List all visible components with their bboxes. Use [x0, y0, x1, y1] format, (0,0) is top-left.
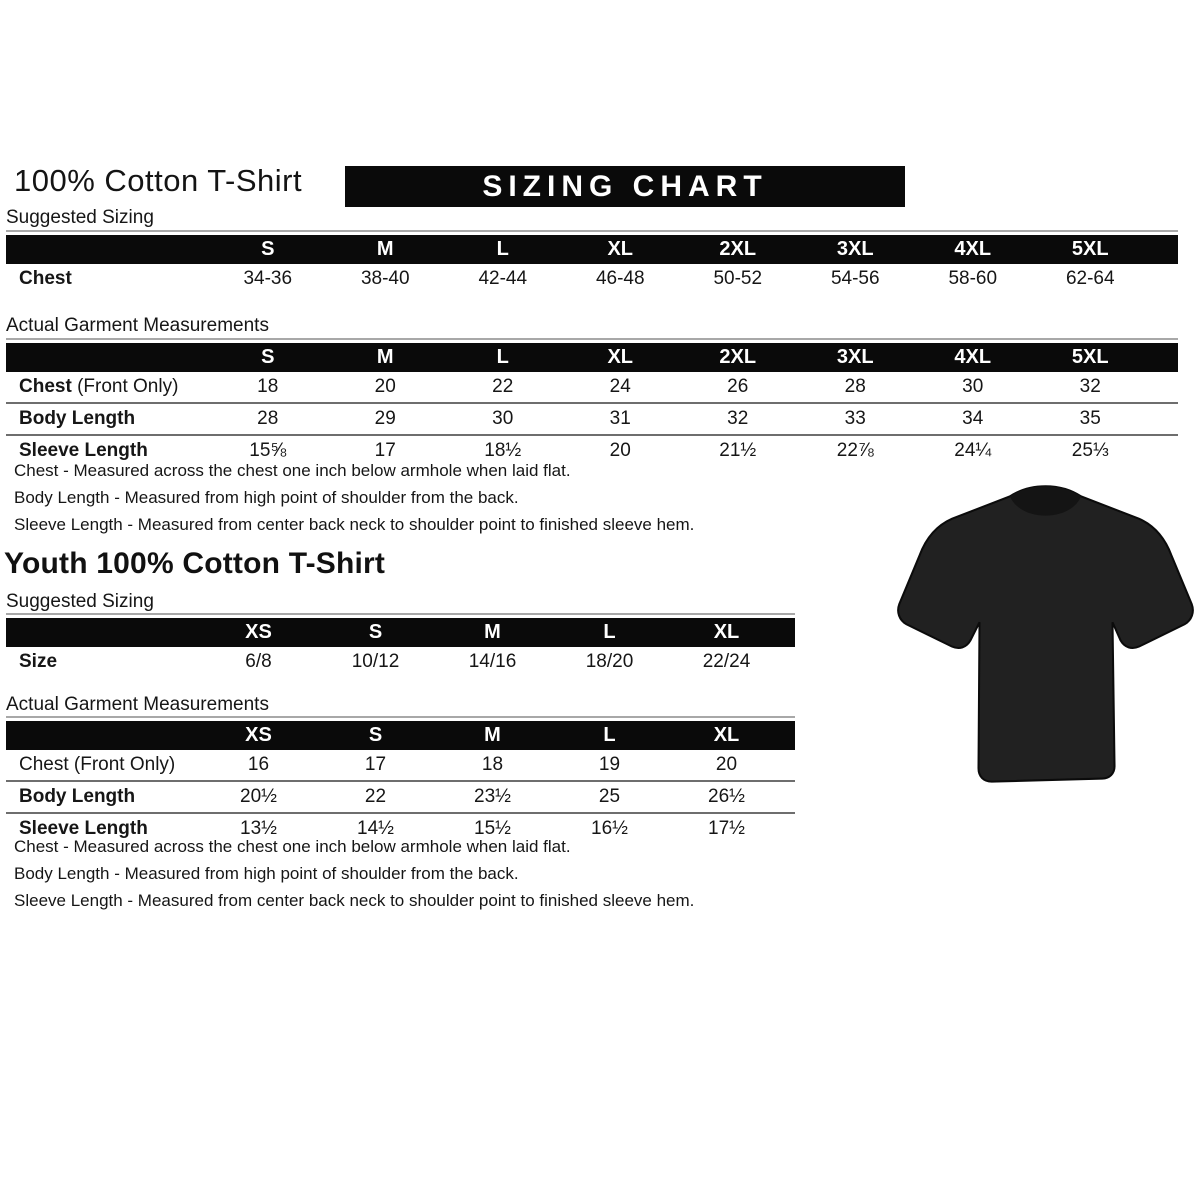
youth-actual-measurements-label: Actual Garment Measurements [6, 694, 269, 715]
measurement-cell: 16½ [591, 818, 628, 839]
size-column-header: M [484, 621, 501, 643]
adult-measurement-notes [14, 462, 694, 543]
measurement-cell: 28 [257, 408, 279, 429]
measurement-cell: 38-40 [360, 268, 410, 289]
row-label: Body Length [19, 786, 136, 807]
measurement-cell: 31 [609, 408, 631, 429]
measurement-cell: 28 [844, 376, 866, 397]
youth-section-heading: Youth 100% Cotton T-Shirt [4, 547, 386, 580]
measurement-cell: 20½ [240, 786, 277, 807]
tshirt-body-shape [898, 486, 1193, 781]
size-column-header: XL [607, 238, 634, 260]
measurement-cell: 22/24 [702, 651, 751, 672]
size-column-header: XL [713, 724, 740, 746]
size-column-header: S [261, 238, 275, 260]
size-column-header: S [261, 346, 275, 368]
row-label: Chest (Front Only) [19, 376, 179, 397]
youth-suggested-sizing-table [6, 613, 795, 677]
measurement-cell: 34-36 [243, 268, 293, 289]
size-column-header: L [603, 621, 616, 643]
table-header-row [6, 235, 1178, 264]
size-column-header: M [484, 724, 501, 746]
measurement-cell: 21½ [719, 440, 757, 461]
adult-actual-measurements-table [6, 338, 1178, 466]
note-line: Body Length - Measured from high point of shoulder from the back. [14, 488, 519, 507]
measurement-row [6, 372, 1178, 402]
row-label: Size [19, 651, 58, 672]
row-label: Chest [19, 268, 72, 289]
measurement-cell: 18/20 [585, 651, 634, 672]
note-line: Chest - Measured across the chest one inch below armhole when laid flat. [14, 461, 571, 480]
measurement-cell: 20 [609, 440, 631, 461]
measurement-cell: 20 [715, 754, 738, 775]
measurement-cell: 26 [727, 376, 749, 397]
sizing-chart-banner [345, 166, 905, 207]
measurement-cell: 15½ [474, 818, 511, 839]
measurement-cell: 58-60 [948, 268, 998, 289]
size-column-header: 5XL [1071, 238, 1109, 260]
adult-suggested-sizing-table [6, 230, 1178, 294]
size-column-header: 3XL [836, 346, 874, 368]
measurement-cell: 16 [247, 754, 270, 775]
size-column-header: M [376, 346, 394, 368]
measurement-cell: 18 [481, 754, 504, 775]
measurement-cell: 22⅞ [836, 440, 874, 461]
page-title: 100% Cotton T-Shirt [14, 163, 303, 198]
table-header-row [6, 343, 1178, 372]
size-column-header: 4XL [954, 238, 992, 260]
size-column-header: S [368, 621, 383, 643]
measurement-cell: 19 [598, 754, 621, 775]
measurement-row [6, 264, 1178, 294]
banner-label: SIZING CHART [482, 169, 768, 203]
measurement-cell: 17 [374, 440, 396, 461]
row-label: Sleeve Length [19, 440, 148, 461]
measurement-cell: 30 [962, 376, 984, 397]
size-column-header: L [603, 724, 616, 746]
measurement-cell: 35 [1079, 408, 1101, 429]
note-line: Body Length - Measured from high point of shoulder from the back. [14, 864, 519, 883]
measurement-cell: 15⅝ [249, 440, 287, 461]
tshirt-graphic [893, 472, 1198, 807]
measurement-cell: 14½ [357, 818, 394, 839]
size-column-header: 2XL [719, 346, 757, 368]
measurement-cell: 29 [374, 408, 396, 429]
measurement-cell: 25 [598, 786, 621, 807]
size-column-header: S [368, 724, 383, 746]
note-line: Sleeve Length - Measured from center back neck to shoulder point to finished sleeve hem. [14, 515, 695, 534]
note-line: Chest - Measured across the chest one inch below armhole when laid flat. [14, 837, 571, 856]
measurement-cell: 20 [374, 376, 396, 397]
youth-actual-measurements-table [6, 716, 795, 844]
measurement-cell: 23½ [474, 786, 511, 807]
size-column-header: 5XL [1071, 346, 1109, 368]
size-column-header: M [376, 238, 394, 260]
size-column-header: L [496, 238, 509, 260]
measurement-cell: 17½ [708, 818, 745, 839]
row-label: Sleeve Length [19, 818, 148, 839]
measurement-cell: 46-48 [595, 268, 645, 289]
row-label: Body Length [19, 408, 136, 429]
note-line: Sleeve Length - Measured from center back neck to shoulder point to finished sleeve hem. [14, 891, 695, 910]
measurement-cell: 13½ [240, 818, 277, 839]
measurement-cell: 50-52 [713, 268, 763, 289]
measurement-cell: 24¼ [954, 440, 992, 461]
measurement-cell: 33 [844, 408, 866, 429]
measurement-cell: 18 [257, 376, 279, 397]
adult-suggested-sizing-label: Suggested Sizing [6, 207, 154, 228]
measurement-cell: 30 [492, 408, 514, 429]
row-label: Chest (Front Only) [19, 754, 176, 775]
measurement-cell: 62-64 [1065, 268, 1115, 289]
size-column-header: XS [245, 724, 272, 746]
measurement-cell: 22 [492, 376, 514, 397]
measurement-cell: 22 [364, 786, 387, 807]
measurement-cell: 34 [962, 408, 984, 429]
measurement-cell: 32 [1079, 376, 1101, 397]
measurement-cell: 25⅓ [1071, 440, 1109, 461]
measurement-row [6, 780, 795, 812]
table-header-row [6, 618, 795, 647]
measurement-row [6, 402, 1178, 434]
size-column-header: 4XL [954, 346, 992, 368]
measurement-cell: 42-44 [478, 268, 528, 289]
measurement-cell: 24 [609, 376, 631, 397]
youth-measurement-notes [14, 838, 694, 919]
size-column-header: L [496, 346, 509, 368]
youth-suggested-sizing-label: Suggested Sizing [6, 591, 154, 612]
measurement-cell: 18½ [484, 440, 522, 461]
size-column-header: 3XL [836, 238, 874, 260]
measurement-row [6, 750, 795, 780]
size-column-header: 2XL [719, 238, 757, 260]
black-tshirt-image [893, 472, 1198, 807]
size-column-header: XL [713, 621, 740, 643]
measurement-cell: 6/8 [245, 651, 272, 672]
measurement-cell: 10/12 [351, 651, 400, 672]
measurement-cell: 17 [364, 754, 387, 775]
measurement-cell: 32 [727, 408, 749, 429]
measurement-cell: 54-56 [830, 268, 880, 289]
size-column-header: XS [245, 621, 272, 643]
table-header-row [6, 721, 795, 750]
measurement-row [6, 647, 795, 677]
adult-actual-measurements-label: Actual Garment Measurements [6, 315, 269, 336]
size-column-header: XL [607, 346, 634, 368]
measurement-cell: 14/16 [468, 651, 517, 672]
measurement-cell: 26½ [708, 786, 745, 807]
